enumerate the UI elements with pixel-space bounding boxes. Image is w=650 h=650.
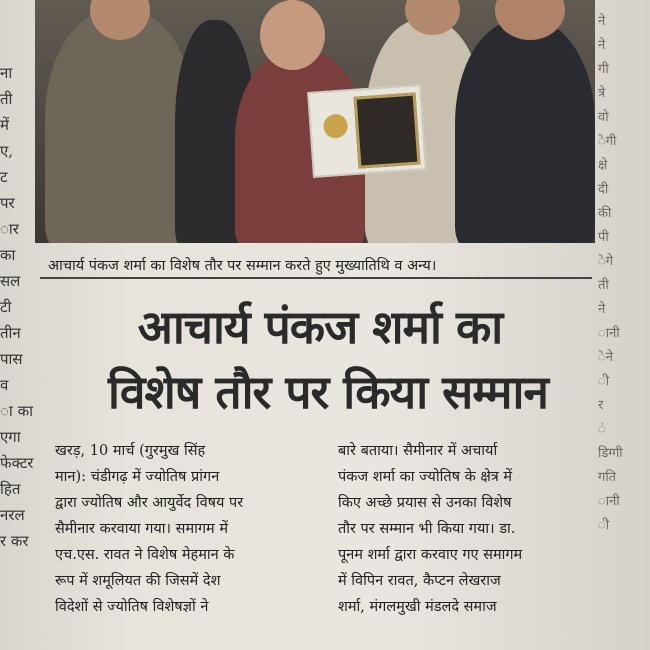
article-line: तौर पर सम्मान भी किया गया। डा.	[338, 521, 516, 537]
article-line: बारे बताया। सैमीनार में अचार्या	[338, 443, 498, 459]
article-column-1	[55, 438, 320, 620]
caption-divider	[40, 277, 592, 279]
left-clipped-column	[0, 60, 38, 554]
article-line: में विपिन रावत, कैप्टन लेखराज	[338, 573, 501, 589]
right-fragment: ं	[598, 422, 606, 437]
left-fragment: सल	[0, 272, 21, 290]
article-line: द्वारा ज्योतिष और आयुर्वेद विषय पर	[55, 495, 244, 511]
left-fragment: टी	[0, 298, 12, 316]
left-fragment: तीन	[0, 324, 21, 342]
right-fragment: ेगे	[598, 254, 614, 269]
left-fragment: व	[0, 376, 9, 394]
news-photo	[35, 0, 595, 243]
left-fragment: ए,	[0, 142, 14, 160]
left-fragment: पर	[0, 194, 15, 212]
article-line: रूप में शमूलियत की जिसमें देश	[55, 573, 221, 589]
article-line: किए अच्छे प्रयास से उनका विशेष	[338, 495, 512, 511]
right-fragment: ानी	[598, 494, 620, 509]
left-fragment: ा का	[0, 402, 33, 420]
right-fragment: पी	[598, 230, 609, 245]
left-fragment: ना	[0, 64, 13, 82]
left-fragment: में	[0, 116, 9, 134]
right-fragment: ती	[598, 278, 609, 293]
right-fragment: गी	[598, 62, 609, 77]
right-fragment: ेने	[598, 350, 613, 365]
plaque-frame	[354, 93, 421, 169]
right-fragment: की	[598, 206, 612, 221]
right-fragment: ानी	[598, 326, 620, 341]
article-line: पंकज शर्मा का ज्योतिष के क्षेत्र में	[338, 469, 513, 485]
right-fragment: गति	[598, 470, 617, 485]
right-fragment: क्षे	[598, 158, 608, 173]
left-fragment: फेक्टर	[0, 454, 34, 472]
left-fragment: ार	[0, 220, 19, 238]
right-fragment: र	[598, 398, 604, 413]
headline-line-1: आचार्य पंकज शर्मा का	[137, 300, 503, 354]
left-fragment: ती	[0, 90, 13, 108]
right-fragment: ी	[598, 518, 610, 533]
article-line: खरड़, 10 मार्च (गुरमुख सिंह	[55, 443, 206, 459]
left-fragment: नरल	[0, 506, 25, 524]
right-fragment: वो	[598, 110, 609, 125]
right-fragment: त्रे	[598, 86, 606, 101]
left-fragment: हित	[0, 480, 21, 498]
right-clipped-column	[598, 10, 650, 650]
article-line: विदेशों से ज्योतिष विशेषज्ञों ने	[55, 599, 209, 615]
article-column-2	[338, 438, 603, 620]
flower-emblem-icon	[323, 113, 349, 139]
left-fragment: एगा	[0, 428, 21, 446]
article-line: सैमीनार करवाया गया। समागम में	[55, 521, 229, 537]
right-fragment: ी	[598, 374, 610, 389]
right-fragment: ने	[598, 14, 606, 29]
article-line: शर्मा, मंगलमुखी मंडलदे समाज	[338, 599, 497, 615]
left-fragment: र कर	[0, 532, 29, 550]
left-fragment: का	[0, 246, 16, 264]
article-line: एच.एस. रावत ने विशेष मेहमान के	[55, 547, 235, 563]
left-fragment: ट	[0, 168, 8, 186]
right-fragment: डिग्गी	[598, 446, 623, 461]
headline-line-2: विशेष तौर पर किया सम्मान	[108, 365, 548, 419]
left-fragment: पास	[0, 350, 23, 368]
article-line: पूनम शर्मा द्वारा करवाए गए समागम	[338, 547, 523, 563]
right-fragment: ेगी	[598, 134, 617, 149]
right-fragment: दी	[598, 182, 609, 197]
right-fragment: ने	[598, 302, 606, 317]
photo-caption: आचार्य पंकज शर्मा का विशेष तौर पर सम्मान करते हुए मुख्यातिथि व अन्य।	[48, 258, 437, 274]
article-line: मान): चंडीगढ़ में ज्योतिष प्रांगन	[55, 469, 220, 485]
award-plaque	[307, 84, 427, 178]
right-fragment: ने	[598, 38, 606, 53]
